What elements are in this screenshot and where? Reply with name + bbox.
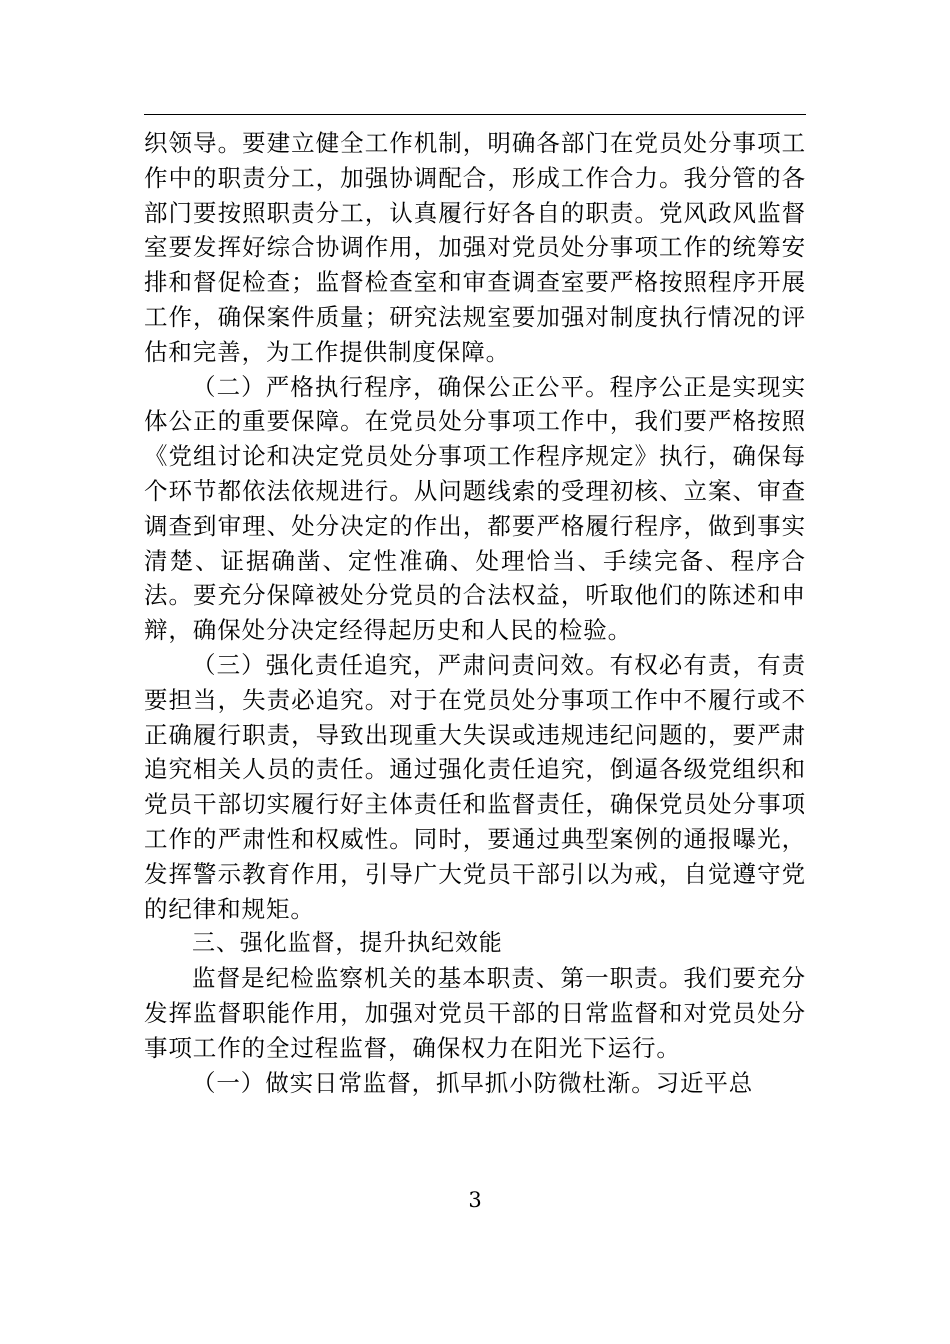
paragraph-accountability: （三）强化责任追究，严肃问责问效。有权必有责，有责要担当，失责必追究。对于在党员处分事项工作中不履行或不正确履行职责，导致出现重大失误或违规违纪问题的，要严肃追究相关人员的责任。通过强化责任追究，倒逼各级党组织和党员干部切实履行好主体责任和监督责任，确保党员处分事项工作的严肃性和权威性。同时，要通过典型案例的通报曝光，发挥警示教育作用，引导广大党员干部引以为戒，自觉遵守党的纪律和规矩。 — [144, 650, 806, 923]
document-body — [144, 126, 806, 1100]
paragraph-supervision: 监督是纪检监察机关的基本职责、第一职责。我们要充分发挥监督职能作用，加强对党员干部的日常监督和对党员处分事项工作的全过程监督，确保权力在阳光下运行。 — [144, 964, 806, 1062]
paragraph-daily-supervision: （一）做实日常监督，抓早抓小防微杜渐。习近平总 — [192, 1068, 754, 1097]
page-number: 3 — [468, 1188, 482, 1212]
paragraph-continued: 织领导。要建立健全工作机制，明确各部门在党员处分事项工作中的职责分工，加强协调配合，形成工作合力。我分管的各部门要按照职责分工，认真履行好各自的职责。党风政风监督室要发挥好综合协调作用，加强对党员处分事项工作的统筹安排和督促检查；监督检查室和审查调查室要严格按照程序开展工作，确保案件质量；研究法规室要加强对制度执行情况的评估和完善，为工作提供制度保障。 — [144, 129, 806, 366]
header-rule — [144, 114, 806, 115]
section-heading: 三、强化监督，提升执纪效能 — [192, 930, 503, 957]
paragraph-strict-procedure: （二）严格执行程序，确保公正公平。程序公正是实现实体公正的重要保障。在党员处分事项工作中，我们要严格按照《党组讨论和决定党员处分事项工作程序规定》执行，确保每个环节都依法依规进行。从问题线索的受理初核、立案、审查调查到审理、处分决定的作出，都要严格履行程序，做到事实清楚、证据确凿、定性准确、处理恰当、手续完备、程序合法。要充分保障被处分党员的合法权益，听取他们的陈述和申辩，确保处分决定经得起历史和人民的检验。 — [144, 372, 806, 645]
